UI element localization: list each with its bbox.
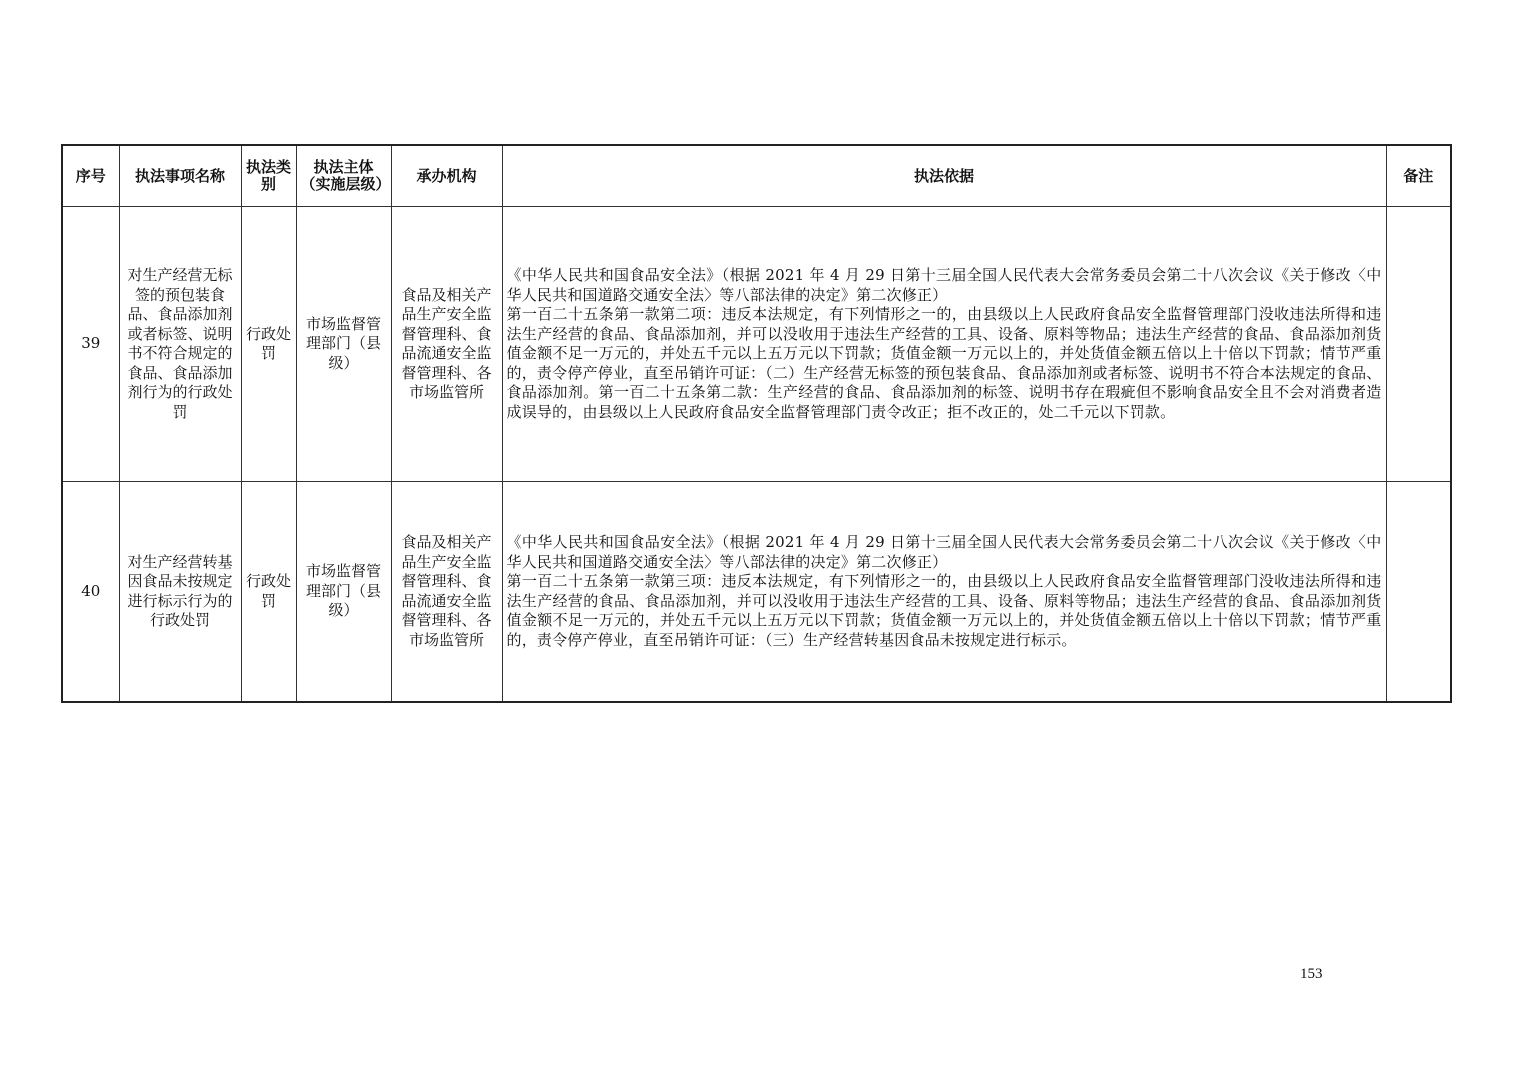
row-seq: 40 [62,482,119,703]
row-agency: 食品及相关产品生产安全监督管理科、食品流通安全监督管理科、各市场监管所 [391,482,502,703]
table-row [62,207,1451,482]
row-basis [502,207,1386,482]
basis-law-title: 《中华人民共和国食品安全法》（根据 2021 年 4 月 29 日第十三届全国人民代表大会常务委员会第二十八次会议《关于修改〈中华人民共和国道路交通安全法〉等八部法律的决定》第二次修正） [506,266,1382,304]
row-item-name: 对生产经营无标签的预包装食品、食品添加剂或者标签、说明书不符合规定的食品、食品添加剂行为的行政处罚 [119,207,241,482]
row-category: 行政处罚 [241,482,296,703]
row-remark [1386,207,1451,482]
law-enforcement-table [61,144,1452,703]
table-header-row [62,145,1451,207]
header-category: 执法类别 [241,145,296,207]
row-agency: 食品及相关产品生产安全监督管理科、食品流通安全监督管理科、各市场监管所 [391,207,502,482]
row-subject: 市场监督管理部门（县级） [296,482,391,703]
basis-clause: 第一百二十五条第一款第二项：违反本法规定，有下列情形之一的，由县级以上人民政府食品安全监督管理部门没收违法所得和违法生产经营的食品、食品添加剂，并可以没收用于违法生产经营的工具、设备、原料等物品；违法生产经营的食品、食品添加剂货值金额不足一万元的，并处五千元以上五万元以下罚款；货值金额一万元以上的，并处货值金额五倍以上十倍以下罚款；情节严重的，责令停产停业，直至吊销许可证：（二）生产经营无标签的预包装食品、食品添加剂或者标签、说明书不符合本法规定的食品、食品添加剂。第一百二十五条第二款：生产经营的食品、食品添加剂的标签、说明书存在瑕疵但不影响食品安全且不会对消费者造成误导的，由县级以上人民政府食品安全监督管理部门责令改正；拒不改正的，处二千元以下罚款。 [506,305,1382,421]
header-agency: 承办机构 [391,145,502,207]
basis-law-title: 《中华人民共和国食品安全法》（根据 2021 年 4 月 29 日第十三届全国人民代表大会常务委员会第二十八次会议《关于修改〈中华人民共和国道路交通安全法〉等八部法律的决定》第二次修正） [506,533,1382,571]
row-remark [1386,482,1451,703]
row-item-name: 对生产经营转基因食品未按规定进行标示行为的行政处罚 [119,482,241,703]
header-subject: 执法主体（实施层级） [296,145,391,207]
row-seq: 39 [62,207,119,482]
header-basis: 执法依据 [502,145,1386,207]
header-item-name: 执法事项名称 [119,145,241,207]
page-number: 153 [1300,966,1323,982]
row-basis [502,482,1386,703]
row-subject: 市场监督管理部门（县级） [296,207,391,482]
basis-clause: 第一百二十五条第一款第三项：违反本法规定，有下列情形之一的，由县级以上人民政府食品安全监督管理部门没收违法所得和违法生产经营的食品、食品添加剂，并可以没收用于违法生产经营的工具、设备、原料等物品；违法生产经营的食品、食品添加剂货值金额不足一万元的，并处五千元以上五万元以下罚款；货值金额一万元以上的，并处货值金额五倍以上十倍以下罚款；情节严重的，责令停产停业，直至吊销许可证：（三）生产经营转基因食品未按规定进行标示。 [506,572,1382,649]
row-category: 行政处罚 [241,207,296,482]
header-remark: 备注 [1386,145,1451,207]
table-row [62,482,1451,703]
header-seq: 序号 [62,145,119,207]
